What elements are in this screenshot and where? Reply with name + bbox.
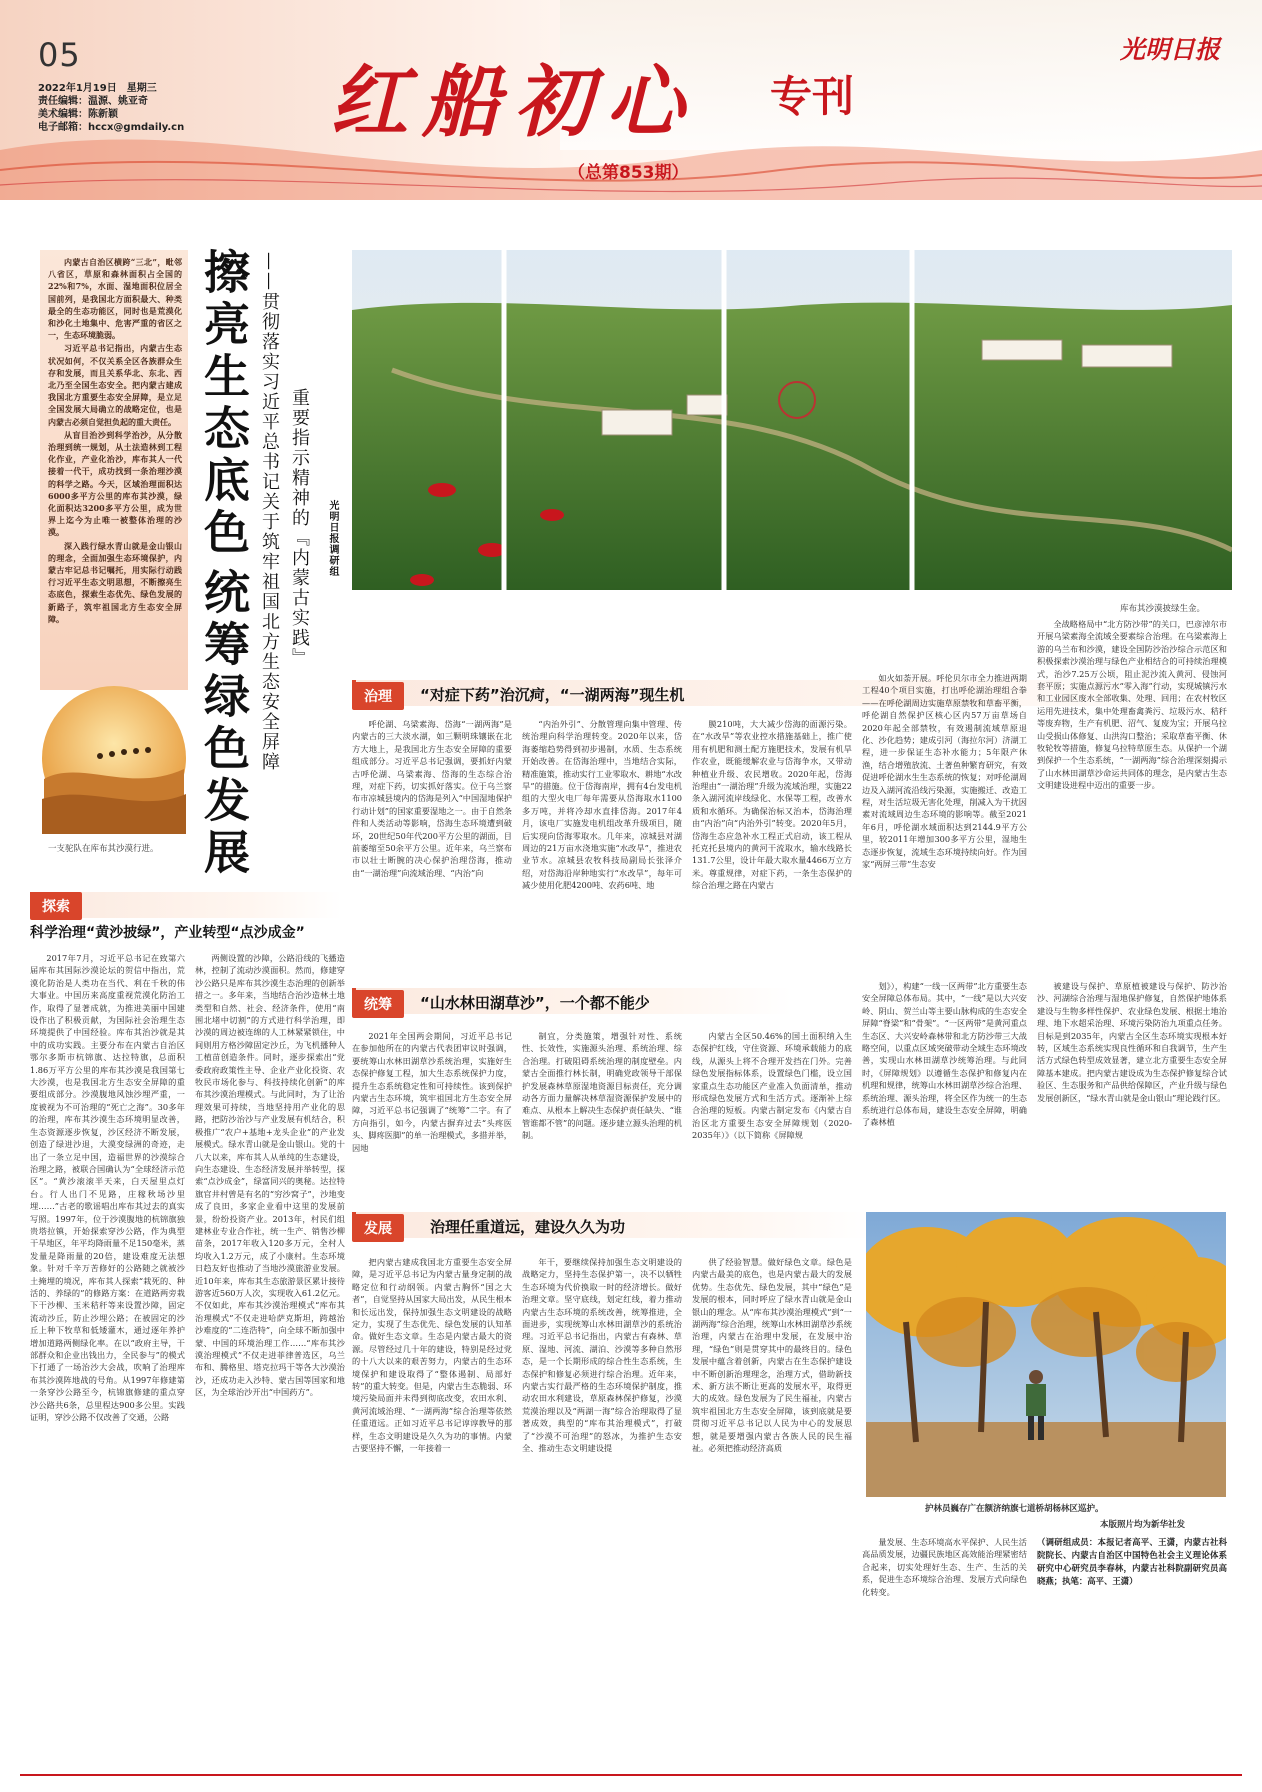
- headline-subtitle: ——贯彻落实习近平总书记关于筑牢祖国北方生态安全屏障: [259, 252, 280, 772]
- coordinate-column-5: 被建设与保护、草原植被建设与保护、防沙治沙、河湖综合治理与湿地保护修复，自然保护地体系建设与生物多样性保护、农业绿色发展、根据土地治理、地下水超采治理、环境污染防治九项重点任务。目标是到2035年，内蒙古全区生态环境实现根本好转，区域生态系统实现良性循环和自我调节，生产生活方式绿色转型成效显著，建立北方重要生态安全屏障基本建成。把内蒙古建设成为生态保护修复综合试验区、生态服务和产品供给保障区，产业升级与绿色发展创新区，“绿水青山就是金山银山”理论践行区。: [1037, 981, 1227, 1103]
- desert-greening-panorama-photo: [352, 250, 1232, 590]
- governance-column-5: 全战略格局中“北方防沙带”的关口，巴彦淖尔市开展乌梁素海全流域全要素综合治理。在乌梁素海上游的乌兰布和沙漠，建设全国防沙治沙综合示范区和积极探索沙漠治理与绿色产业相结合的可持续治理模式，治沙7.25万公顷，阻止泥沙流入黄河、侵蚀河套平原；实施点源污水“零入海”行动，实现城镇污水和工业园区废水全部收集、处理、回用；在农村牧区运用先进技术，集中处理畜禽粪污、垃圾污水、秸秆等废弃物，生产有机肥、沼气、复废为宝；开展乌拉山受损山体修复、山洪沟口整治；采取草畜平衡、休牧轮牧等措施，修复乌拉特草原生态。从保护一个湖到保护一个生态系统，“一湖两海”综合治理深刻揭示了山水林田湖草沙命运共同体的理念，是内蒙古生态文明建设进程中迈出的重要一步。: [1037, 619, 1227, 791]
- bottom-rule: [20, 1774, 1242, 1776]
- develop-column-1: 把内蒙古建成我国北方重要生态安全屏障，是习近平总书记为内蒙古量身定制的战略定位和行动纲领。内蒙古胸怀“国之大者”，自觉坚持从国家大局出发，从民生根本和长远出发，保持加强生态文明建设的战略定力，实现了生态优先、绿色发展的认知革命。做好生态文章。生态是内蒙古最大的资源。尽管经过几十年的建设，特别是经过党的十八大以来的艰苦努力，内蒙古的生态环境保护和建设取得了“整体遏制、局部好转”的重大转变。但是，内蒙古生态脆弱、环境污染局面并未得到彻底改变，农田水利、黄河流域治理、“一湖两海”综合治理等依然任重道远。正如习近平总书记谆谆教导的那样，生态文明建设是久久为功的事情。内蒙古要坚持不懈，一年接着一: [352, 1257, 512, 1454]
- develop-column-4: 量发展、生态环境高水平保护、人民生活高品质发展，边疆民族地区高效能治理紧密结合起来，切实处理好生态、生产、生活的关系，促进生态环境综合治理、发展方式向绿色化转变。: [862, 1537, 1027, 1597]
- lead-paragraph: 从盲目治沙到科学治沙，从分散治理到统一规划，从土法造林到工程化作业，产业化治沙，库布其人一代接着一代干，成功找到一条治理沙漠的科学之路。今天，区域治理面积达6000多平方公里的库布其沙漠，绿化面积达3200多平方公里，成为世界上迄今为止唯一被整体治理的沙漠。: [48, 429, 182, 538]
- headline-subtitle-2: 重要指示精神的『内蒙古实践』: [289, 388, 310, 668]
- responsible-editors: 责任编辑：温源、姚亚奇: [38, 96, 148, 107]
- coordinate-column-4: 划》），构建“一线一区两带”北方重要生态安全屏障总体布局。其中，“一线”是以大兴安岭、阴山、贺兰山等主要山脉构成的生态安全屏障“脊梁”和“骨架”。“一区两带”是黄河重点生态区、大兴安岭森林带和北方防沙带三大战略空间，以重点区域突破带动全域生态环境改善，实现山水林田湖草沙统筹治理。与此同时，《屏障规划》以遵循生态保护和修复内在机理和规律，统筹山水林田湖草沙综合治理、系统治理、源头治理，将全区作为统一的生态系统进行总体布局，建设生态安全屏障，明确了森林植: [862, 981, 1027, 1128]
- coordinate-column-2: 制宜，分类施策，增强针对性、系统性、长效性，实施源头治理、系统治理、综合治理。打破阻碍系统治理的制度壁垒。内蒙古全面推行林长制，明确党政领导干部保护发展森林草原湿地资源目标责任，充分调动各方面力量解决林草湿资源保护发展中的难点、从根本上解决生态保护责任缺失、“谁管谁都不管”的问题。逐步建立源头治理的机制。: [522, 1031, 682, 1141]
- section-explore-tag: 探索: [30, 892, 82, 920]
- governance-column-2: “内治外引”、分散管理向集中管理、传统治理向科学治理转变。2020年以来，岱海萎缩趋势得到初步遏制，水质、生态系统开始改善。在岱海治理中，当地结合实际，精准施策，推动实行工业零取水、耕地“水改旱”的措施。位于岱海南岸，拥有4台发电机组的大型火电厂每年需要从岱海取水1100多万吨，并将冷却水直排岱海。2017年4月，该电厂实施发电机组改革升级项目，随后实现向岱海零取水。几年来，凉城县对湖周边的21万亩水浇地实施“水改旱”，推进农业节水。凉城县农牧科技局副局长张泽介绍，对岱海沿岸种地实行“水改旱”，每年可减少使用化肥4200吨、农药6吨、地: [522, 719, 682, 891]
- governance-column-4: 如火如荼开展。呼伦贝尔市全力推进两期工程40个项目实施，打出呼伦湖治理组合拳——在呼伦湖周边实施草原禁牧和草畜平衡，呼伦湖自然保护区核心区内57万亩草场自2020年起全部禁牧，有效遏制流域草原退化、沙化趋势；建成引河（海拉尔河）济湖工程，进一步保证生态补水能力；5年限产休渔，结合增殖放流、土著鱼种繁育研究，有效促进呼伦湖水生生态系统的恢复；对呼伦湖周边及入湖河流沿线污染源，实施搬迁、改造工程，对生活垃圾无害化处理，削减入为干扰因素对流域周边生态环境的影响等。截至2021年6月，呼伦湖水域面积达到2144.9平方公里，较2011年增加300多平方公里，湿地生态逐步恢复，流域生态环境持续向好。作为国家“两屏三带”生态安: [862, 673, 1027, 870]
- section-governance-tag: 治理: [352, 682, 404, 710]
- lead-paragraph: 内蒙古自治区横跨“三北”，毗邻八省区，草原和森林面积占全国的22%和7%，水面、湿地面积位居全国前列，是我国北方面积最大、种类最全的生态功能区，同时也是荒漠化和沙化土地集中、危害严重的省区之一，生态环境脆弱。: [48, 257, 182, 341]
- special-title-suffix: 专刊: [770, 72, 855, 121]
- explore-column-1: 2017年7月，习近平总书记在致第六届库布其国际沙漠论坛的贺信中指出，荒漠化防治是人类功在当代、利在千秋的伟大事业。中国历来高度重视荒漠化防治工作，取得了显著成就，为推进美丽中国建设作出了积极贡献，为国际社会治理生态环境提供了中国经验。库布其治沙就是其中的成功实践。主要分布在内蒙古自治区鄂尔多斯市杭锦旗、达拉特旗，总面积1.86万平方公里的库布其沙漠是我国第七大沙漠，也是我国北方生态安全屏障的重要组成部分。沙漠腹地风蚀沙埋严重，一度被视为不可治理的“死亡之海”。30多年的治理，库布其沙漠生态环境明显改善，生态资源逐步恢复，沙区经济不断发展，创造了绿进沙退，大漠变绿洲的奇迹，走出了一条立足中国，造福世界的沙漠综合治理之路，被联合国确认为“全球经济示范区”。“黄沙滚滚半天来，白天屋里点灯台。行人出门不见路，庄稼秋场沙里埋……”古老的歌谣唱出库布其过去的真实写照。1997年，位于沙漠腹地的杭锦旗独贵塔拉镇，开始探索穿沙公路，作为典型干旱地区，年平均降雨量不足150毫米，蒸发量是降雨量的20倍，建设难度无法想象。针对千辛万苦修好的公路随之就被沙土掩埋的境况，库布其人探索“栽死的、种活的、养绿的”的修路方案：在道路两旁栽下干沙柳、玉米秸秆等来设置沙障，固定流动沙丘，防止沙埋公路；在被固定的沙丘上种下牧草和低矮灌木，通过逐年养护增加道路两侧绿化率。在以“政府主导，干部群众和企业出钱出力，全民参与”的模式下打通了一场治沙大会战，吹响了治理库布其沙漠阵地战的号角。从1997年修建第一条穿沙公路至今，杭锦旗修建的重点穿沙公路共6条，总里程达900多公里。实践证明，穿沙公路不仅改善了交通，公路: [30, 953, 185, 1423]
- camel-photo-caption: 一支驼队在库布其沙漠行进。: [48, 844, 159, 854]
- lead-paragraph: 习近平总书记指出，内蒙古生态状况如何，不仅关系全区各族群众生存和发展，而且关系华北、东北、西北乃至全国生态安全。把内蒙古建成我国北方重要生态安全屏障，是立足全国发展大局确立的战略定位，也是内蒙古必须自觉担负起的重大责任。: [48, 343, 182, 427]
- explore-column-2: 两侧设置的沙障，公路沿线的飞播造林，控制了流动沙漠面积。然而，修建穿沙公路只是库布其沙漠生态治理的创新举措之一。多年来，当地结合治沙造林土地类型和自然、社会、经济条件，使用“南围北堵中切割”的方式进行科学治理，即沙漠的周边被连绵的人工林紧紧锁住，中间则用方格沙障固定沙丘，为飞机播种人工植苗创造条件。同时，逐步探索出“党委政府政策性主导、企业产业化投资、农牧民市场化参与、科技持续化创新”的库布其沙漠治理模式。与此同时，为了让治理效果可持续，当地坚持用产业化的思路，把防沙治沙与产业发展有机结合，积极推广“农户+基地+龙头企业”的产业发展模式。绿水青山就是金山银山。党的十八大以来，库布其人从单纯的生态建设，向生态建设、生态经济发展并举转型，探索“点沙成金”，绿富同兴的奥秘。达拉特旗官井村曾是有名的“穷沙窝子”，沙地变成了良田，多家企业看中这里的发展前景，纷纷投资产业。2013年，村民们组建林业专业合作社，统一生产、销售沙柳苗条，2017年收入120多万元，全村人均收入1.2万元，成了小康村。生态环境日趋友好也推动了当地沙漠旅游业发展。近10年来，库布其生态旅游景区累计接待游客近560万人次，实现收入61.2亿元。不仅如此，库布其沙漠治理模式“库布其治理模式”不仅走进哈萨克斯坦，跨越治沙难度的“二连浩特”，向全球不断加强中蒙、中国的环境治理工作……“库布其沙漠治理模式”不仅走进菲律普选区，乌兰布和、腾格里、塔克拉玛干等各大沙漠治沙，还成功走入沙特、蒙古国等国家和地区，为全球治沙开出“中国药方”。: [195, 953, 345, 1398]
- develop-column-3: 供了经验智慧。做好绿色文章。绿色是内蒙古最美的底色，也是内蒙古最大的发展优势。生态优先、绿色发展，其中“绿色”是发展的根本，同时呼应了绿水青山就是金山银山的理念。从“库布其沙漠治理模式”到“一湖两海”综合治理，统筹山水林田湖草沙系统治理，内蒙古在治理中发展，在发展中治理，“绿色”则是贯穿其中的最终目的。绿色发展中蕴含着创新，内蒙古在生态保护建设中不断创新治理理念，治理方式，借助新技术、新方法不断让更高的发展水平，取得更大的成效。绿色发展为了民生福祉，内蒙古筑牢祖国北方生态安全屏障，该到底就是要贯彻习近平总书记以人民为中心的发展思想，就是要增强内蒙古各族人民的民生福祉。必须把推动经济高质: [692, 1257, 852, 1454]
- section-coordinate-tag: 统筹: [352, 990, 404, 1018]
- editor-email[interactable]: 电子邮箱：hccx@gmdaily.cn: [38, 122, 185, 133]
- coordinate-column-3: 内蒙古全区50.46%的国土面积纳入生态保护红线，守住资源、环境承载能力的底线，从源头上将不合理开发挡在门外。完善绿色发展指标体系，设置绿色门槛，设立国家重点生态功能区产业准入负面清单，推动形成绿色发展方式和生活方式。逐渐补上综合治理的短板。内蒙古制定发布《内蒙古自治区北方重要生态安全屏障规划（2020-2035年）》（以下简称《屏障规: [692, 1031, 852, 1141]
- camel-caravan-photo: [40, 684, 188, 834]
- ranger-photo-caption: 护林员巍存广在额济纳旗七道桥胡杨林区巡护。: [925, 1504, 1104, 1514]
- ranger-poplar-forest-photo: [866, 1212, 1226, 1497]
- lead-paragraph: 深入践行绿水青山就是金山银山的理念，全面加强生态环境保护，内蒙古牢记总书记嘱托，用实际行动践行习近平生态文明思想，不断擦亮生态底色，探索生态优先、绿色发展的新路子，筑牢祖国北方生态安全屏障。: [48, 540, 182, 624]
- section-explore-title: 科学治理“黄沙披绿”，产业转型“点沙成金”: [30, 925, 305, 941]
- photo-credit: 本版照片均为新华社发: [1100, 1520, 1186, 1530]
- special-title: 红船初心: [330, 57, 699, 148]
- header-info: [38, 82, 184, 134]
- section-develop-tag: 发展: [352, 1214, 404, 1242]
- headline-primary: 擦亮生态底色: [197, 248, 251, 560]
- panorama-photo-caption: 库布其沙漠披绿生金。: [1120, 604, 1206, 614]
- byline: 光明日报调研组: [327, 500, 338, 577]
- research-team-credits: （调研组成员：本报记者高平、王潇，内蒙古社科院院长、内蒙古自治区中国特色社会主义理论体系研究中心研究员李春林，内蒙古社科院副研究员高晓燕；执笔：高平、王潇）: [1037, 1537, 1227, 1586]
- section-develop-title: 治理任重道远，建设久久为功: [430, 1218, 626, 1236]
- issue-number: （总第853期）: [568, 163, 689, 183]
- issue-date: 2022年1月19日 星期三: [38, 83, 157, 94]
- governance-column-1: 呼伦湖、乌梁素海、岱海“一湖两海”是内蒙古的三大淡水湖，如三颗明珠镶嵌在北方大地上，是我国北方生态安全屏障的重要组成部分。习近平总书记强调，要抓好内蒙古呼伦湖、乌梁素海、岱海的生态综合治理，对症下药，切实抓好落实。位于乌兰察布市凉城县境内的岱海是列入“中国湿地保护行动计划”的国家重要湿地之一。由于自然条件和人类活动等影响，岱海生态环境遭到破坏，20世纪50年代200平方公里的湖面，目前萎缩至50余平方公里。近年来，乌兰察布市以壮士断腕的决心保护治理岱海，推动由“一湖治理”向流域治理、“内治”向: [352, 719, 512, 878]
- lead-text: [48, 256, 182, 656]
- newspaper-brand: 光明日报: [1120, 35, 1221, 64]
- governance-column-3: 膜210吨，大大减少岱海的面源污染。在“水改旱”等农业控水措施基础上，推广使用有机肥和测土配方施肥技术，发展有机旱作农业，既能缓解农业与岱海争水，又带动种植业升级、农民增收。2020年起，岱海治理由“一湖治理”升级为流域治理，实施22条入湖河流岸线绿化、水保等工程，改善水质和水循环。为确保治标又治本，岱海治理由“内治”向“内治外引”转变。2020年5月，岱海生态应急补水工程正式启动，该工程从托克托县境内的黄河干流取水，输水线路长131.7公里，设计年最大取水量4466万立方米。尊重规律，对症下药，一条生态保护的综合治理之路在内蒙古: [692, 719, 852, 891]
- section-coordinate-title: “山水林田湖草沙”，一个都不能少: [420, 994, 650, 1012]
- page-number: 05: [38, 36, 81, 74]
- art-editor: 美术编辑：陈新颖: [38, 109, 118, 120]
- headline-secondary: 统筹绿色发展: [197, 568, 251, 880]
- section-governance-title: “对症下药”治沉疴，“一湖两海”现生机: [420, 686, 685, 704]
- coordinate-column-1: 2021年全国两会期间，习近平总书记在参加他所在的内蒙古代表团审议时强调，要统筹山水林田湖草沙系统治理，实施好生态保护修复工程，加大生态系统保护力度，提升生态系统稳定性和可持续性。该到保护内蒙古生态环境，筑牢祖国北方生态安全屏障，习近平总书记强调了“统筹”二字。有了方向指引，如今，内蒙古摒弃过去“头疼医头、脚疼医脚”的单一治理模式，多措并举，因地: [352, 1031, 512, 1153]
- develop-column-2: 年干，要继续保持加强生态文明建设的战略定力，坚持生态保护第一，决不以牺牲生态环境为代价换取一时的经济增长。做好治理文章。坚守底线，划定红线，着力推动内蒙古生态环境的系统改善，统筹推进，全面进步，实现统筹山水林田湖草沙的系统治理。习近平总书记指出，内蒙古有森林、草原、湿地、河流、湖泊、沙漠等多种自然形态，是一个长期形成的综合性生态系统，生态保护和修复必须进行综合治理。近年来，内蒙古实行最严格的生态环境保护制度，推动农田水利建设，草原森林保护修复，沙漠荒漠治理以及“两湖一海”综合治理取得了显著成效，典型的“库布其治理模式”，打破了“沙漠不可治理”的怒冰，为推护生态安全、推动生态文明建设提: [522, 1257, 682, 1454]
